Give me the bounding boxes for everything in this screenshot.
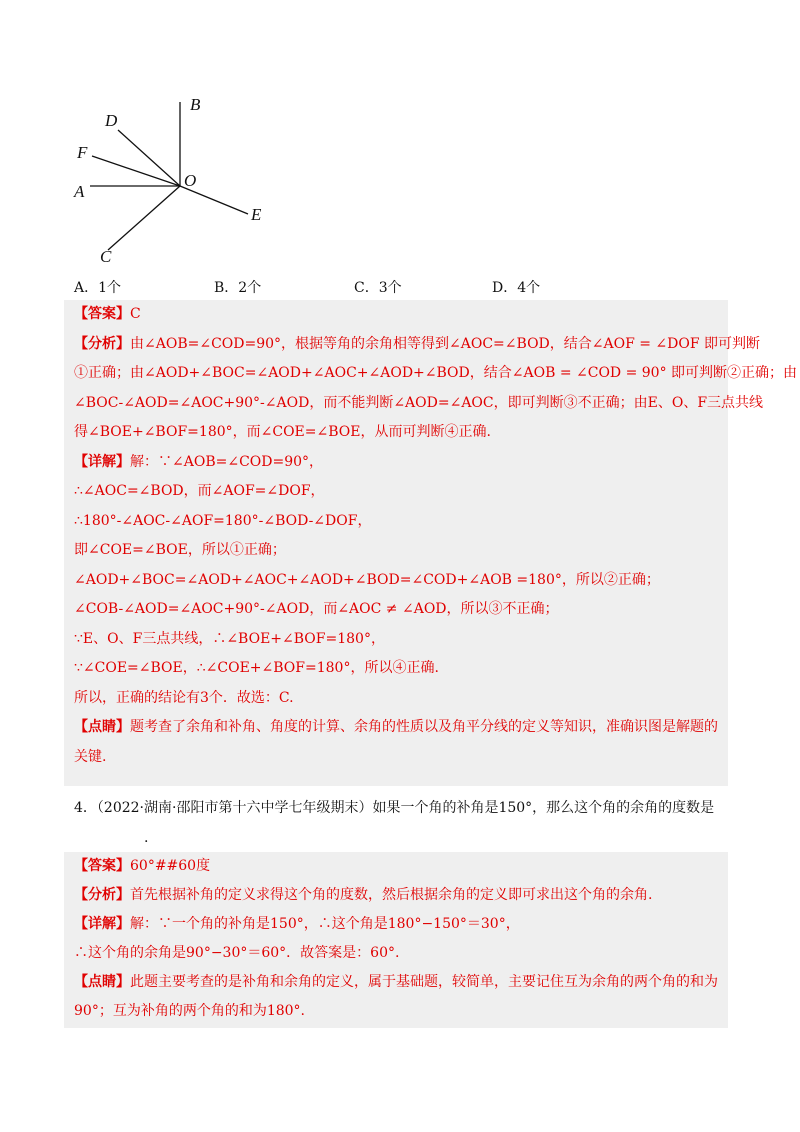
ray-od — [118, 130, 180, 186]
q4-analysis: 【分析】首先根据补角的定义求得这个角的度数，然后根据余角的定义即可求出这个角的余角. — [74, 887, 653, 903]
q3-comment-line: 关键. — [74, 748, 107, 765]
label-a: A — [74, 182, 85, 201]
label-e: E — [251, 205, 262, 224]
q3-detail-line: ∠COB-∠AOD=∠AOC+90°-∠AOD，而∠AOC ≠ ∠AOD，所以③不正确； — [74, 601, 559, 617]
q3-detail-line: ∠AOD+∠BOC=∠AOD+∠AOC+∠AOD+∠BOD=∠COD+∠AOB =180°，所以②正确； — [74, 571, 660, 588]
q3-analysis-line: ①正确；由∠AOD+∠BOC=∠AOD+∠AOC+∠AOD+∠BOD，结合∠AOB = ∠COD = 90° 即可判断②正确；由 — [74, 365, 798, 381]
q3-detail-line: 所以，正确的结论有3个．故选：C. — [74, 689, 294, 706]
label-b: B — [190, 95, 201, 114]
q3-detail-line: ∵E、O、F三点共线，∴∠BOE+∠BOF=180°， — [74, 630, 385, 647]
question-4 — [74, 793, 734, 853]
angle-figure — [60, 88, 300, 273]
q4-stem: 4．（2022·湖南·邵阳市第十六中学七年级期末）如果一个角的补角是150°，那么这个角的余角的度数是 — [74, 800, 715, 816]
q3-detail-line: ∴∠AOC=∠BOD，而∠AOF=∠DOF， — [74, 483, 325, 499]
q4-solution — [64, 852, 728, 1028]
ray-oc — [108, 186, 180, 250]
label-f: F — [77, 143, 88, 162]
angle-diagram — [60, 88, 300, 273]
ray-of — [92, 156, 180, 186]
ray-oe — [180, 186, 248, 214]
q3-detail-line: 【详解】解：∵∠AOB=∠COD=90°， — [74, 453, 324, 470]
q3-detail-line: ∵∠COE=∠BOE，∴∠COE+∠BOF=180°，所以④正确. — [74, 660, 439, 676]
q3-detail-line: 即∠COE=∠BOE，所以①正确； — [74, 542, 286, 558]
label-c: C — [100, 247, 112, 266]
choice-c: C．3个 — [354, 280, 402, 296]
label-o: O — [184, 171, 197, 190]
q3-analysis-line: 得∠BOE+∠BOF=180°，而∠COE=∠BOE，从而可判断④正确. — [74, 424, 491, 440]
q4-comment-line: 90°；互为补角的两个角的和为180°. — [74, 1003, 305, 1019]
choice-b: B．2个 — [214, 280, 262, 296]
q3-analysis-line: ∠BOC-∠AOD=∠AOC+90°-∠AOD，而不能判断∠AOD=∠AOC，即可判断③不正确；由E、O、F三点共线 — [74, 394, 764, 411]
q3-solution — [64, 300, 798, 786]
q4-answer: 【答案】60°##60度 — [74, 858, 211, 874]
choice-d: D．4个 — [492, 280, 541, 296]
choice-a: A．1个 — [74, 280, 122, 296]
q3-analysis-line: 【分析】由∠AOB=∠COD=90°，根据等角的余角相等得到∠AOC=∠BOD，结合∠AOF = ∠DOF 即可判断 — [74, 335, 761, 352]
q4-detail-line: 【详解】解：∵一个角的补角是150°，∴这个角是180°−150°＝30°， — [74, 916, 520, 932]
q4-detail-line: ∴这个角的余角是90°−30°＝60°．故答案是：60°. — [74, 945, 400, 961]
q4-comment-line: 【点睛】此题主要考查的是补角和余角的定义，属于基础题，较简单，主要记住互为余角的两个角的和为 — [74, 974, 718, 990]
q3-detail-line: ∴180°-∠AOC-∠AOF=180°-∠BOD-∠DOF， — [74, 512, 372, 529]
q4-blank-line: . — [74, 823, 734, 853]
q3-comment-line: 【点睛】题考查了余角和补角、角度的计算、余角的性质以及角平分线的定义等知识，准确识图是解题的 — [74, 719, 718, 735]
answer-choices — [74, 277, 754, 299]
q3-answer: 【答案】C — [74, 306, 141, 322]
label-d: D — [105, 111, 118, 130]
answer-blank — [74, 836, 144, 853]
